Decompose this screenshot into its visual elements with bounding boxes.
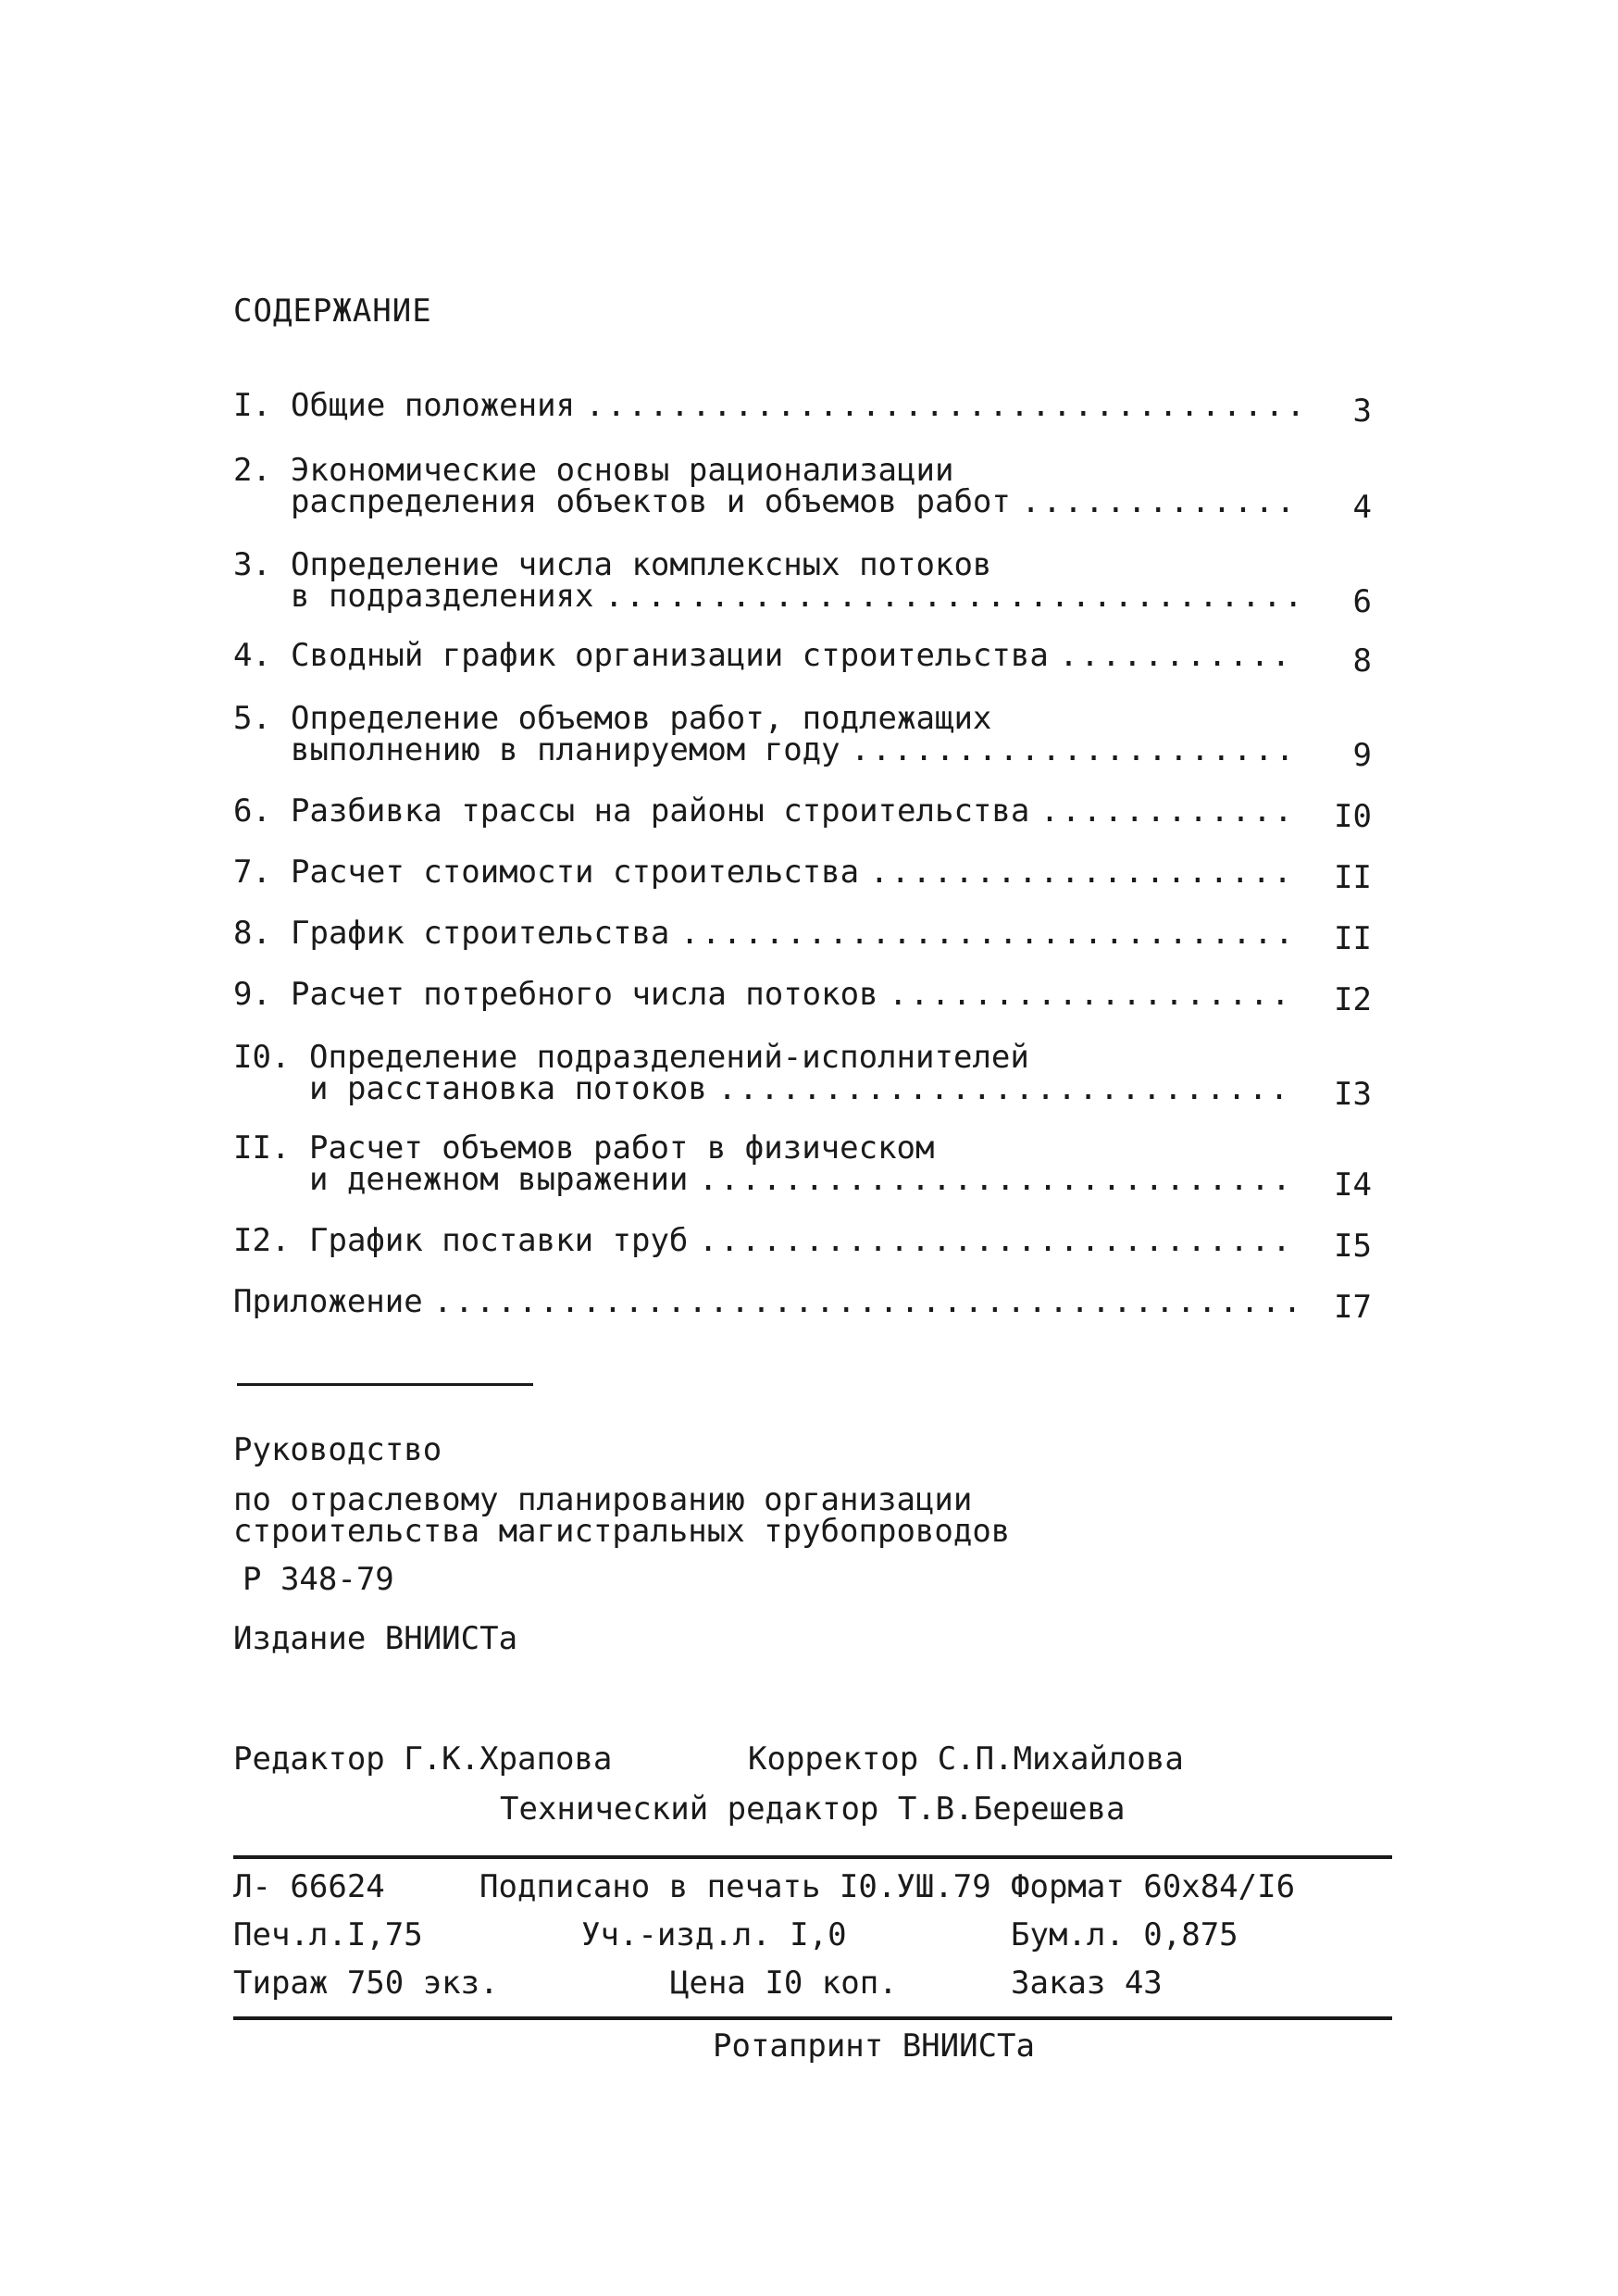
corrector: Корректор С.П.Михайлова xyxy=(748,1741,1184,1778)
toc-entry-page: II xyxy=(1334,859,1372,896)
toc-entry-page: 4 xyxy=(1352,489,1372,526)
imprint-subtitle-line1: по отраслевому планированию организации xyxy=(233,1481,973,1518)
toc-entry-number: 4. xyxy=(233,637,271,674)
toc-entry-page: 9 xyxy=(1352,737,1372,774)
toc-entry-page: I4 xyxy=(1334,1167,1372,1204)
print-run: Тираж 750 экз. xyxy=(233,1965,499,2002)
document-code: Р 348-79 xyxy=(243,1561,394,1598)
toc-entry-number: 8. xyxy=(233,915,271,952)
printed-sheets: Печ.л.I,75 xyxy=(233,1916,423,1953)
editor: Редактор Г.К.Храпова xyxy=(233,1741,613,1778)
toc-entry xyxy=(233,387,1372,430)
toc-entry-title: Сводный график организации строительства . . . xyxy=(291,639,1298,672)
toc-entry-title: Приложение . . . xyxy=(233,1285,1298,1318)
toc-entry-title: Определение объемов работ, подлежащих xyxy=(291,702,992,735)
toc-entry-title-continued: и денежном выражении . . . xyxy=(309,1163,1298,1196)
toc-entry xyxy=(233,854,1372,896)
toc-entry xyxy=(233,792,1372,835)
order-number: Заказ 43 xyxy=(1011,1965,1163,2002)
toc-entry-page: I2 xyxy=(1334,981,1372,1018)
toc-entry-title: График поставки труб . . . xyxy=(309,1224,1298,1257)
toc-entry xyxy=(233,637,1372,680)
signed-to-print: Подписано в печать I0.УШ.79 xyxy=(479,1868,991,1905)
toc-entry-number: I. xyxy=(233,387,271,424)
imprint-bottom-rule xyxy=(233,2016,1392,2020)
toc-entry-number: 2. xyxy=(233,452,271,489)
toc-entry xyxy=(233,548,1372,618)
toc-entry xyxy=(233,1222,1372,1265)
toc-entry-title-continued: в подразделениях . . . xyxy=(291,580,1298,613)
paper-format: Формат 60х84/I6 xyxy=(1011,1868,1296,1905)
toc-entry-page: I5 xyxy=(1334,1228,1372,1265)
toc-entry xyxy=(233,915,1372,957)
toc-title: СОДЕРЖАНИЕ xyxy=(233,293,432,330)
toc-entry-number: I2. xyxy=(233,1222,291,1259)
technical-editor: Технический редактор Т.В.Берешева xyxy=(500,1791,1126,1828)
toc-entry-title: Общие положения . . . xyxy=(291,389,1298,422)
toc-entry xyxy=(233,1131,1372,1202)
toc-entry-page: I7 xyxy=(1334,1289,1372,1326)
toc-entry-title-continued: распределения объектов и объемов работ . . . xyxy=(291,485,1298,518)
toc-entry-title-continued: выполнению в планируемом году . . . xyxy=(291,733,1298,767)
toc-entry-number: II. xyxy=(233,1129,291,1167)
license-number: Л- 66624 xyxy=(233,1868,385,1905)
toc-entry-title: Расчет стоимости строительства . . . xyxy=(291,855,1298,889)
toc-entry-number: 7. xyxy=(233,854,271,891)
price: Цена I0 коп. xyxy=(670,1965,898,2002)
toc-entry-title: Определение подразделений-исполнителей xyxy=(309,1041,1029,1074)
toc-entry xyxy=(233,454,1372,524)
toc-entry-title: График строительства . . . xyxy=(291,917,1298,950)
toc-entry-appendix xyxy=(233,1285,1372,1326)
toc-entry-title-continued: и расстановка потоков . . . xyxy=(309,1072,1298,1105)
toc-entry xyxy=(233,702,1372,772)
toc-entry-title: Определение числа комплексных потоков xyxy=(291,548,992,581)
toc-entry-page: 3 xyxy=(1352,393,1372,430)
toc-entry-page: 8 xyxy=(1352,643,1372,680)
publisher-sheets: Уч.-изд.л. I,0 xyxy=(581,1916,847,1953)
toc-entry-page: II xyxy=(1334,920,1372,957)
publisher: Издание ВНИИСТа xyxy=(233,1620,518,1657)
short-divider xyxy=(237,1383,533,1386)
toc-entry-number: 5. xyxy=(233,700,271,737)
imprint-top-rule xyxy=(233,1855,1392,1859)
paper-sheets: Бум.л. 0,875 xyxy=(1011,1916,1238,1953)
toc-entry-number: 6. xyxy=(233,792,271,830)
toc-entry-page: 6 xyxy=(1352,583,1372,620)
toc-entry-number: 3. xyxy=(233,546,271,583)
toc-entry-number: 9. xyxy=(233,976,271,1013)
toc-entry-title: Разбивка трассы на районы строительства . . . xyxy=(291,794,1298,828)
toc-entry-number: I0. xyxy=(233,1039,291,1076)
toc-entry-page: I3 xyxy=(1334,1076,1372,1113)
toc-entry xyxy=(233,976,1372,1018)
toc-entry-title: Расчет потребного числа потоков . . . xyxy=(291,978,1298,1011)
toc-entry-title: Расчет объемов работ в физическом xyxy=(309,1131,935,1165)
toc-entry-title: Экономические основы рационализации xyxy=(291,454,954,487)
printer: Ротапринт ВНИИСТа xyxy=(713,2028,1035,2065)
imprint-subtitle-line2: строительства магистральных трубопроводов xyxy=(233,1513,1011,1550)
toc-entry-page: I0 xyxy=(1334,798,1372,835)
imprint-heading: Руководство xyxy=(233,1431,442,1468)
toc-entry xyxy=(233,1041,1372,1111)
